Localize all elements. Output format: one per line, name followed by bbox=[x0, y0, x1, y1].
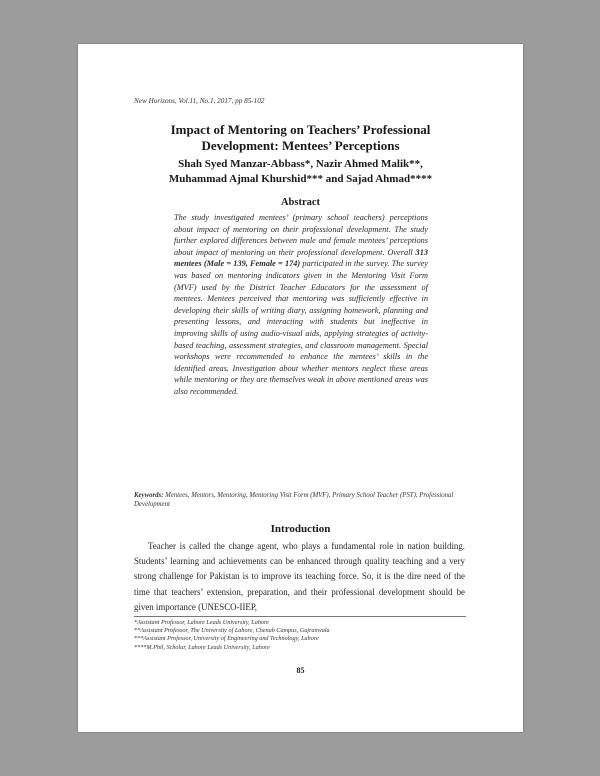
introduction-heading: Introduction bbox=[270, 523, 331, 535]
keywords-text: Mentees, Mentors, Mentoring, Mentoring Visit Form (MVF), Primary School Teacher (PST), Professional Development bbox=[134, 492, 454, 509]
paper-title-line-1: Impact of Mentoring on Teachers’ Professional bbox=[170, 122, 431, 137]
author-line-2: Muhammad Ajmal Khurshid*** and Sajad Ahmad**** bbox=[168, 173, 433, 185]
abstract-text-part-1: The study investigated mentees’ (primary school teachers) perceptions about impact of mentoring on their professional development. The study further explored differences between male and female mentees’ perceptions about impact of mentoring on their professional development. Overall bbox=[174, 213, 428, 257]
keywords bbox=[134, 491, 464, 509]
footnote-divider bbox=[134, 616, 466, 617]
abstract-sample-stats: 313 mentees (Male = 139, Female = 174) bbox=[174, 247, 428, 269]
author-line-1: Shah Syed Manzar-Abbass*, Nazir Ahmed Malik**, bbox=[178, 158, 423, 170]
footnote-4: ****M.Phil, Scholar, Lahore Leads University, Lahore bbox=[134, 643, 270, 651]
footnotes bbox=[134, 619, 464, 652]
document-page bbox=[78, 44, 523, 732]
footnote-3: ***Assistant Professor, University of Engineering and Technology, Lahore bbox=[134, 635, 319, 643]
introduction-paragraph: Teacher is called the change agent, who plays a fundamental role in nation building. Students’ learning and achievements can be enhanced through quality teaching and a very strong challenge for Pakistan is to improve its teaching force. So, it is the dire need of the time that teachers’ extension, preparation, and their professional development should be given importance (UNESCO-IIEP, bbox=[134, 541, 465, 612]
abstract-text-part-2: participated in the survey. The survey was based on mentoring indicators given in the Mentoring Visit Form (MVF) used by the District Teacher Educators for the assessment of mentees. Mentees perceived that mentoring was sufficiently effective in developing their skills of writing diary, assigning homework, planning and presenting lessons, and interacting with students but ineffective in improving skills of using audio-visual aids, applying strategies of activity-based teaching, assessment strategies, and classroom management. Special workshops were recommended to enhance the mentees’ skills in the identified areas. Investigation about whether mentors neglect these areas while mentoring or they are themselves weak in above mentioned areas was also recommended. bbox=[174, 259, 428, 396]
footnote-2: **Assistant Professor, The University of Lahore, Chenab Campus, Gujranwala bbox=[134, 627, 330, 635]
paper-title-line-2: Development: Mentees’ Perceptions bbox=[201, 138, 400, 153]
keywords-label: Keywords: bbox=[134, 492, 164, 499]
author-list bbox=[114, 157, 487, 187]
page-number: 85 bbox=[296, 666, 305, 675]
journal-citation-header: New Horizons, Vol.11, No.1, 2017, pp 85-102 bbox=[134, 97, 265, 105]
footnote-1: *Assistant Professor, Lahore Leads University, Lahore bbox=[134, 619, 269, 626]
abstract-text bbox=[174, 212, 428, 398]
abstract-heading: Abstract bbox=[280, 197, 321, 208]
introduction-body bbox=[134, 539, 465, 615]
paper-title bbox=[114, 122, 487, 154]
